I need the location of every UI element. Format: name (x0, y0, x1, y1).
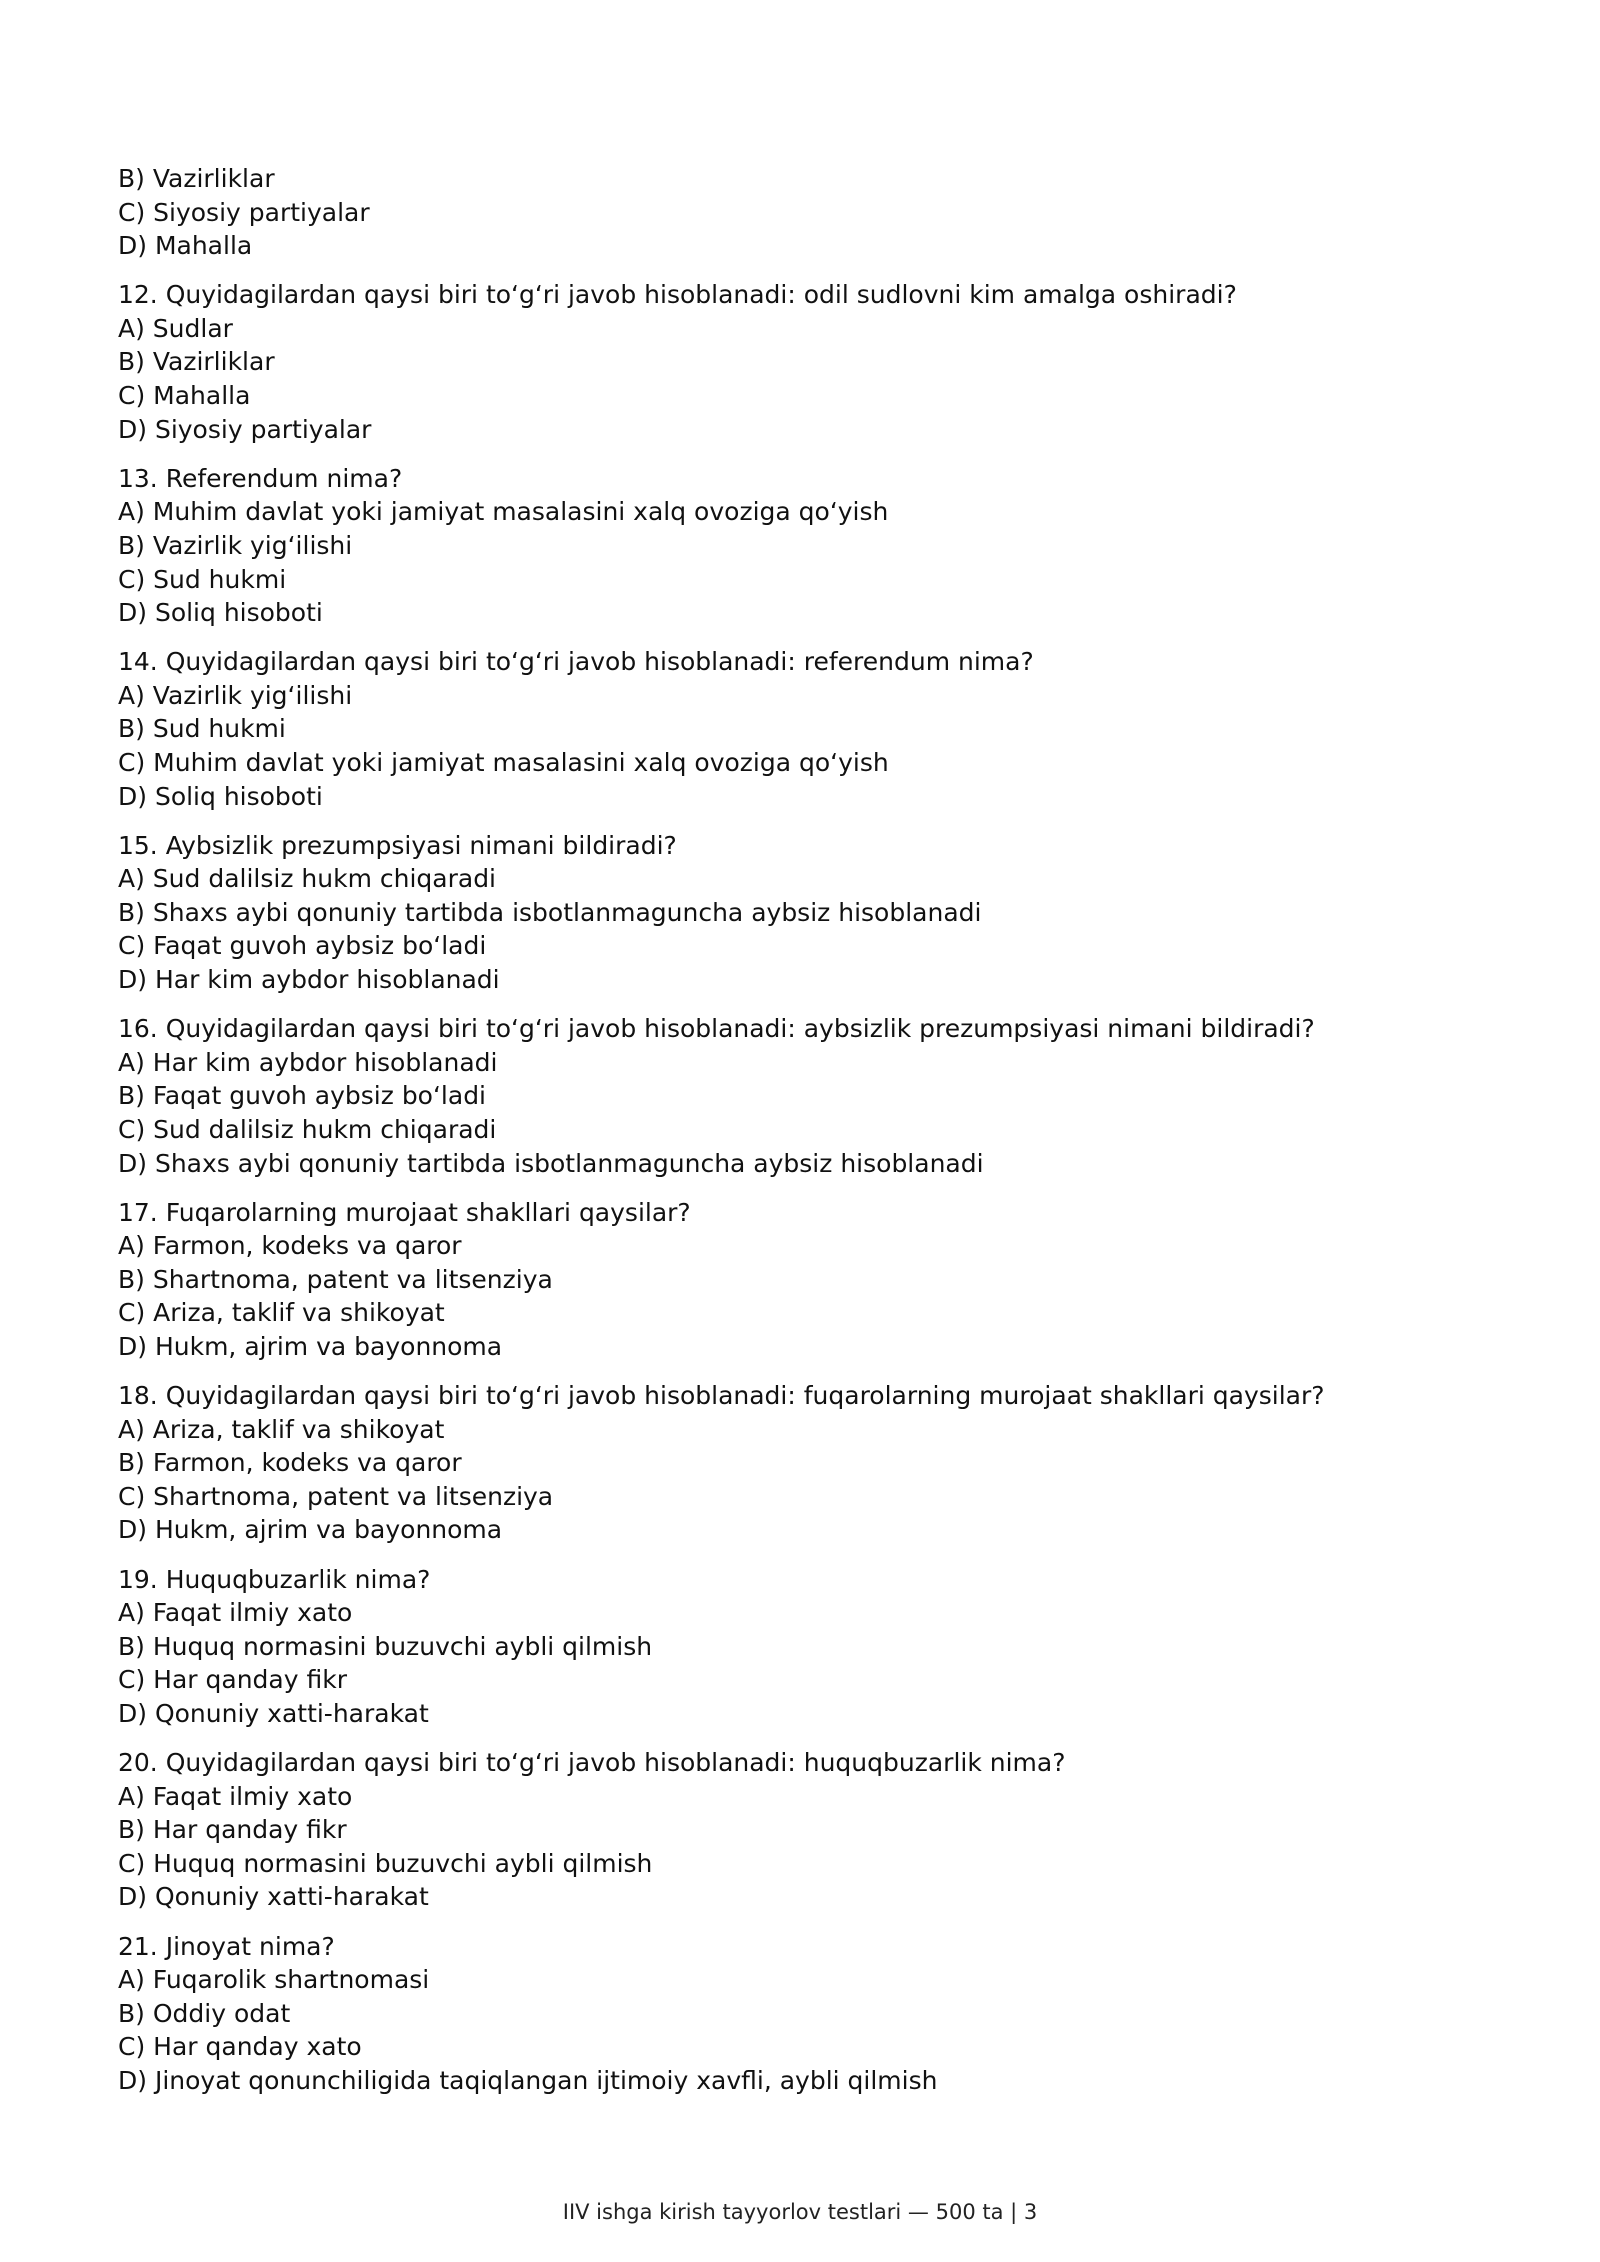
question-text: 17. Fuqarolarning murojaat shakllari qaysilar? (118, 1197, 691, 1227)
answer-option: D) Har kim aybdor hisoblanadi (118, 965, 500, 995)
question-text: 16. Quyidagilardan qaysi biri to‘g‘ri javob hisoblanadi: aybsizlik prezumpsiyasi nimani bildiradi? (118, 1014, 1315, 1044)
question-18 (118, 1379, 1498, 1547)
question-text: 19. Huquqbuzarlik nima? (118, 1564, 431, 1594)
question-text: 14. Quyidagilardan qaysi biri to‘g‘ri javob hisoblanadi: referendum nima? (118, 647, 1034, 677)
answer-option: C) Siyosiy partiyalar (118, 197, 370, 227)
answer-option: A) Ariza, taklif va shikoyat (118, 1414, 445, 1444)
answer-option: C) Shartnoma, patent va litsenziya (118, 1481, 554, 1511)
answer-option: A) Sudlar (118, 313, 233, 343)
answer-option: C) Mahalla (118, 381, 251, 411)
answer-option: D) Soliq hisoboti (118, 598, 323, 628)
answer-option: C) Har qanday fikr (118, 1665, 347, 1695)
question-text: 12. Quyidagilardan qaysi biri to‘g‘ri javob hisoblanadi: odil sudlovni kim amalga oshiradi? (118, 280, 1237, 310)
answer-option: C) Faqat guvoh aybsiz bo‘ladi (118, 931, 487, 961)
answer-option: B) Vazirlik yig‘ilishi (118, 530, 353, 560)
answer-option: A) Faqat ilmiy xato (118, 1598, 353, 1628)
answer-option: C) Muhim davlat yoki jamiyat masalasini xalq ovoziga qo‘yish (118, 748, 889, 777)
answer-option: D) Hukm, ajrim va bayonnoma (118, 1515, 503, 1545)
question-text: 13. Referendum nima? (118, 463, 403, 493)
question-15 (118, 829, 1498, 997)
answer-option: A) Muhim davlat yoki jamiyat masalasini xalq ovoziga qo‘yish (118, 497, 889, 527)
answer-option: D) Jinoyat qonunchiligida taqiqlangan ijtimoiy xavfli, aybli qilmish (118, 2065, 938, 2095)
answer-option: D) Siyosiy partiyalar (118, 414, 372, 444)
answer-option: D) Soliq hisoboti (118, 781, 323, 811)
answer-option: C) Har qanday xato (118, 2032, 362, 2062)
answer-option: A) Vazirlik yig‘ilishi (118, 680, 353, 710)
answer-option: B) Sud hukmi (118, 714, 286, 744)
answer-option: B) Har qanday fikr (118, 1815, 347, 1845)
question-text: 20. Quyidagilardan qaysi biri to‘g‘ri javob hisoblanadi: huquqbuzarlik nima? (118, 1748, 1066, 1778)
question-text: 15. Aybsizlik prezumpsiyasi nimani bildiradi? (118, 830, 677, 860)
question-19 (118, 1563, 1498, 1731)
answer-option: B) Faqat guvoh aybsiz bo‘ladi (118, 1081, 487, 1111)
question-14 (118, 645, 1498, 813)
question-11-continuation (118, 162, 1498, 263)
question-20 (118, 1746, 1498, 1914)
question-17 (118, 1196, 1498, 1364)
answer-option: B) Farmon, kodeks va qaror (118, 1448, 462, 1478)
answer-option: D) Qonuniy xatti-harakat (118, 1882, 429, 1912)
question-text: 18. Quyidagilardan qaysi biri to‘g‘ri javob hisoblanadi: fuqarolarning murojaat shakllari qaysilar? (118, 1381, 1325, 1411)
question-13 (118, 462, 1498, 630)
answer-option: A) Faqat ilmiy xato (118, 1781, 353, 1811)
answer-option: C) Sud hukmi (118, 564, 287, 594)
answer-option: D) Qonuniy xatti-harakat (118, 1698, 429, 1728)
answer-option: B) Oddiy odat (118, 1998, 291, 2028)
page-footer: IIV ishga kirish tayyorlov testlari — 500 ta | 3 (562, 2200, 1038, 2224)
answer-option: B) Shartnoma, patent va litsenziya (118, 1264, 553, 1294)
answer-option: A) Fuqarolik shartnomasi (118, 1965, 430, 1995)
page-content (118, 162, 1498, 2097)
question-text: 21. Jinoyat nima? (118, 1931, 335, 1961)
question-21 (118, 1930, 1498, 2098)
answer-option: C) Huquq normasini buzuvchi aybli qilmish (118, 1848, 653, 1878)
answer-option: B) Huquq normasini buzuvchi aybli qilmish (118, 1631, 653, 1661)
answer-option: C) Sud dalilsiz hukm chiqaradi (118, 1114, 497, 1144)
answer-option: B) Vazirliklar (118, 347, 275, 377)
answer-option: D) Hukm, ajrim va bayonnoma (118, 1332, 503, 1361)
answer-option: A) Sud dalilsiz hukm chiqaradi (118, 864, 497, 894)
answer-option: A) Har kim aybdor hisoblanadi (118, 1047, 498, 1077)
answer-option: B) Shaxs aybi qonuniy tartibda isbotlanmaguncha aybsiz hisoblanadi (118, 897, 982, 927)
answer-option: D) Shaxs aybi qonuniy tartibda isbotlanmaguncha aybsiz hisoblanadi (118, 1148, 984, 1178)
question-12 (118, 278, 1498, 446)
answer-option: C) Ariza, taklif va shikoyat (118, 1298, 445, 1328)
answer-option: D) Mahalla (118, 231, 253, 261)
answer-option: B) Vazirliklar (118, 164, 275, 193)
question-16 (118, 1012, 1498, 1180)
answer-option: A) Farmon, kodeks va qaror (118, 1231, 462, 1261)
